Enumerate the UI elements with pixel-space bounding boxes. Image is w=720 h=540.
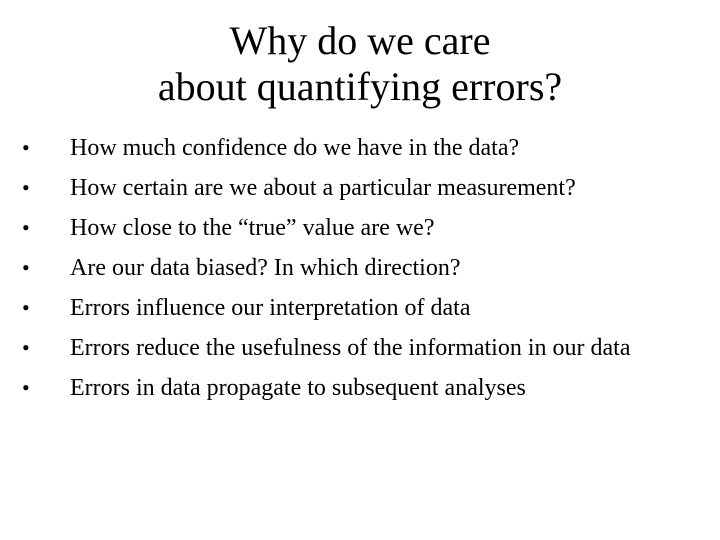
bullet-icon bbox=[22, 172, 42, 204]
bullet-icon bbox=[22, 132, 42, 164]
bullet-icon bbox=[22, 372, 42, 404]
title-line-1: Why do we care bbox=[229, 18, 491, 63]
bullet-text: How certain are we about a particular measurement? bbox=[70, 175, 576, 201]
bullet-icon bbox=[22, 332, 42, 364]
title-line-2: about quantifying errors? bbox=[157, 64, 563, 109]
bullet-item bbox=[22, 132, 702, 164]
bullet-item bbox=[22, 252, 702, 284]
bullet-text: How close to the “true” value are we? bbox=[70, 215, 435, 241]
bullet-text: Errors reduce the usefulness of the information in our data bbox=[70, 335, 631, 361]
bullet-text: Are our data biased? In which direction? bbox=[70, 255, 461, 281]
bullet-item bbox=[22, 292, 702, 324]
bullet-text: How much confidence do we have in the data? bbox=[70, 135, 520, 161]
bullet-item bbox=[22, 332, 702, 364]
bullet-icon bbox=[22, 212, 42, 244]
bullet-icon bbox=[22, 292, 42, 324]
bullet-list bbox=[22, 132, 702, 412]
bullet-item bbox=[22, 372, 702, 404]
bullet-icon bbox=[22, 252, 42, 284]
bullet-item bbox=[22, 172, 702, 204]
slide-title bbox=[0, 18, 720, 110]
bullet-text: Errors in data propagate to subsequent analyses bbox=[70, 375, 526, 401]
bullet-text: Errors influence our interpretation of data bbox=[70, 295, 471, 321]
bullet-item bbox=[22, 212, 702, 244]
